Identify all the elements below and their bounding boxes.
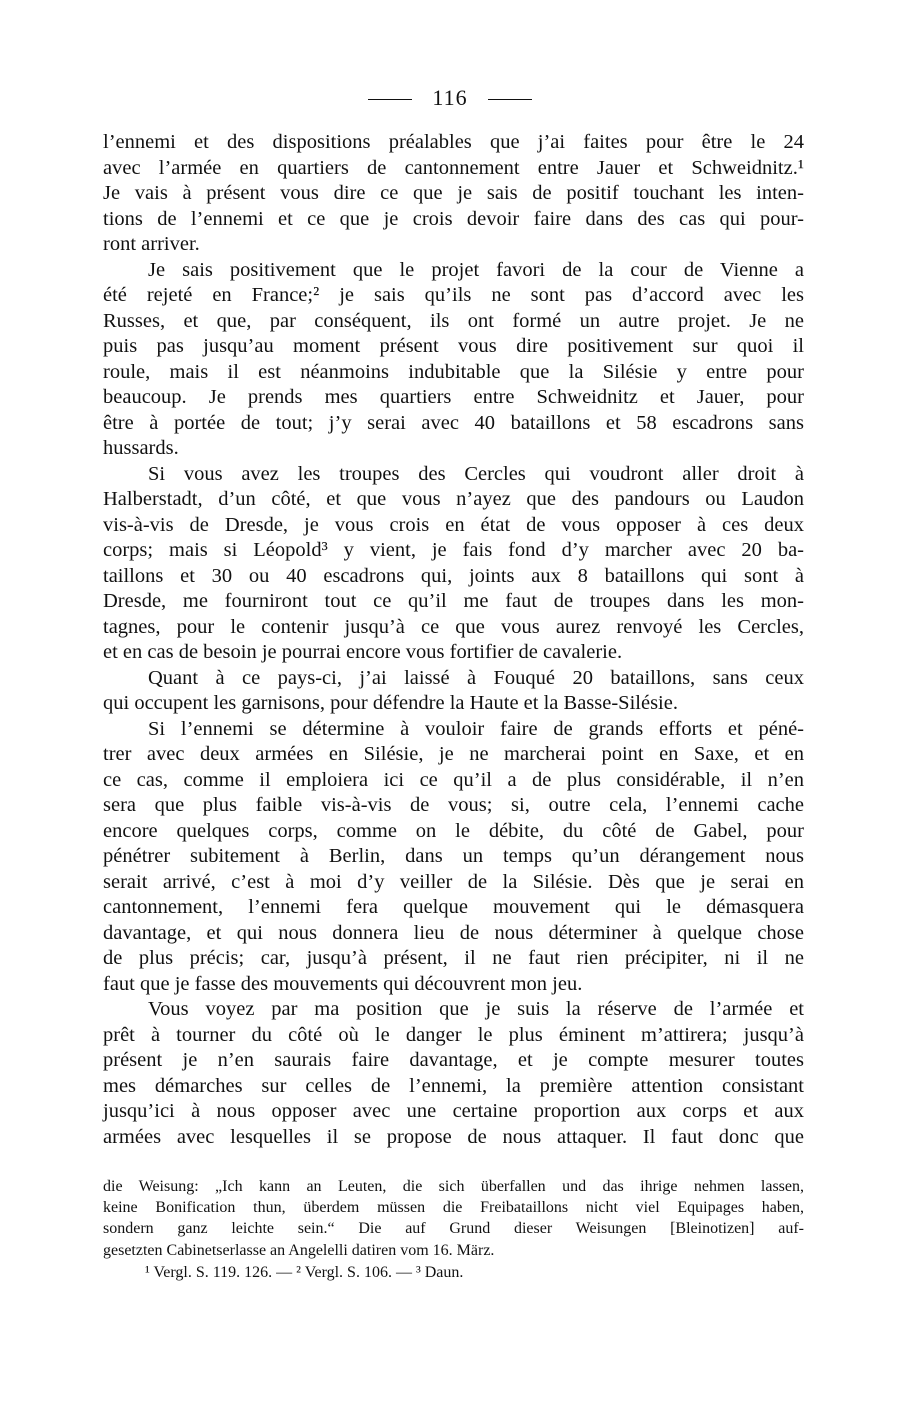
text-line: beaucoup. Je prends mes quartiers entre Schweidnitz et Jauer, pour	[103, 386, 804, 408]
text-line: serait arrivé, c’est à moi d’y veiller de la Silésie. Dès que je serai en	[103, 870, 804, 893]
text-line: Dresde, me fourniront tout ce qu’il me faut de troupes dans les mon-	[103, 590, 804, 612]
text-line: été rejeté en France;² je sais qu’ils ne sont pas d’accord avec les	[103, 284, 804, 306]
text-line: tagnes, pour le contenir jusqu’à ce que vous aurez renvoyé les Cercles,	[103, 615, 804, 638]
footnote-continuation	[103, 1176, 804, 1261]
text-line: hussards.	[103, 437, 179, 459]
text-line: faut que je fasse des mouvements qui découvrent mon jeu.	[103, 972, 583, 995]
text-line: roule, mais il est néanmoins indubitable que la Silésie y entre pour	[103, 360, 804, 383]
text-line: Halberstadt, d’un côté, et que vous n’ayez que des pandours ou Laudon	[103, 488, 804, 510]
footnotes-block	[103, 1176, 804, 1283]
text-line: Je vais à présent vous dire ce que je sais de positif touchant les inten-	[103, 182, 804, 204]
text-line: Je sais positivement que le projet favori de la cour de Vienne a	[148, 258, 804, 281]
text-line: pénétrer subitement à Berlin, dans un temps qu’un dérangement nous	[103, 845, 804, 867]
text-line: sera que plus faible vis-à-vis de vous; si, outre cela, l’ennemi cache	[103, 794, 804, 816]
text-line: présent je n’en saurais faire davantage, et je compte mesurer toutes	[103, 1049, 804, 1071]
text-line: vis-à-vis de Dresde, je vous crois en état de vous opposer à ces deux	[103, 513, 804, 536]
text-line: ce cas, comme il emploiera ici ce qu’il a de plus considérable, il n’en	[103, 768, 804, 791]
text-line: puis pas jusqu’au moment présent vous dire positivement sur quoi il	[103, 335, 804, 357]
footnote-line: gesetzten Cabinetserlasse an Angelelli datiren vom 16. März.	[103, 1241, 495, 1259]
text-line: davantage, et qui nous donnera lieu de nous déterminer à quelque chose	[103, 921, 804, 944]
text-line: ront arriver.	[103, 233, 200, 255]
text-line: armées avec lesquelles il se propose de nous attaquer. Il faut donc que	[103, 1125, 804, 1148]
text-line: cantonnement, l’ennemi fera quelque mouvement qui le démasquera	[103, 896, 804, 918]
page-number	[0, 84, 900, 112]
text-line: Quant à ce pays-ci, j’ai laissé à Fouqué 20 bataillons, sans ceux	[148, 666, 804, 689]
page-number-text: 116	[432, 85, 468, 110]
text-line: tions de l’ennemi et ce que je crois devoir faire dans des cas qui pour-	[103, 207, 804, 230]
text-line: encore quelques corps, comme on le débite, du côté de Gabel, pour	[103, 819, 804, 842]
footnote-line: keine Bonification thun, überdem müssen die Freibataillons nicht viel Equipages haben,	[103, 1199, 804, 1217]
footnote-line: sondern ganz leichte sein.“ Die auf Grund dieser Weisungen [Bleinotizen] auf-	[103, 1220, 804, 1238]
text-line: être à portée de tout; j’y serai avec 40 bataillons et 58 escadrons sans	[103, 411, 804, 434]
text-line: Si vous avez les troupes des Cercles qui voudront aller droit à	[148, 462, 804, 485]
text-line: Si l’ennemi se détermine à vouloir faire de grands efforts et péné-	[148, 717, 804, 740]
text-line: avec l’armée en quartiers de cantonnement entre Jauer et Schweidnitz.¹	[103, 156, 804, 179]
text-line: qui occupent les garnisons, pour défendre la Haute et la Basse-Silésie.	[103, 692, 678, 714]
text-line: jusqu’ici à nous opposer avec une certaine proportion aux corps et aux	[103, 1100, 804, 1122]
text-line: de plus précis; car, jusqu’à présent, il ne faut rien précipiter, ni il ne	[103, 947, 804, 969]
footnote-line: die Weisung: „Ich kann an Leuten, die sich überfallen und das ihrige nehmen lassen,	[103, 1178, 804, 1195]
text-line: taillons et 30 ou 40 escadrons qui, joints aux 8 bataillons qui sont à	[103, 564, 804, 587]
text-line: l’ennemi et des dispositions préalables que j’ai faites pour être le 24	[103, 131, 804, 153]
text-line: mes démarches sur celles de l’ennemi, la première attention consistant	[103, 1074, 804, 1097]
page-number-right-rule	[488, 99, 532, 100]
text-line: corps; mais si Léopold³ y vient, je fais fond d’y marcher avec 20 ba-	[103, 539, 804, 561]
text-line: trer avec deux armées en Silésie, je ne marcherai point en Saxe, et en	[103, 743, 804, 765]
page-number-left-rule	[368, 99, 412, 100]
main-text-block	[103, 130, 804, 1150]
text-line: et en cas de besoin je pourrai encore vous fortifier de cavalerie.	[103, 641, 623, 663]
text-line: Vous voyez par ma position que je suis la réserve de l’armée et	[148, 998, 804, 1020]
footnote-references: ¹ Vergl. S. 119. 126. — ² Vergl. S. 106. — ³ Daun.	[145, 1263, 464, 1281]
text-line: Russes, et que, par conséquent, ils ont formé un autre projet. Je ne	[103, 309, 804, 332]
text-line: prêt à tourner du côté où le danger le plus éminent m’attirera; jusqu’à	[103, 1023, 804, 1046]
